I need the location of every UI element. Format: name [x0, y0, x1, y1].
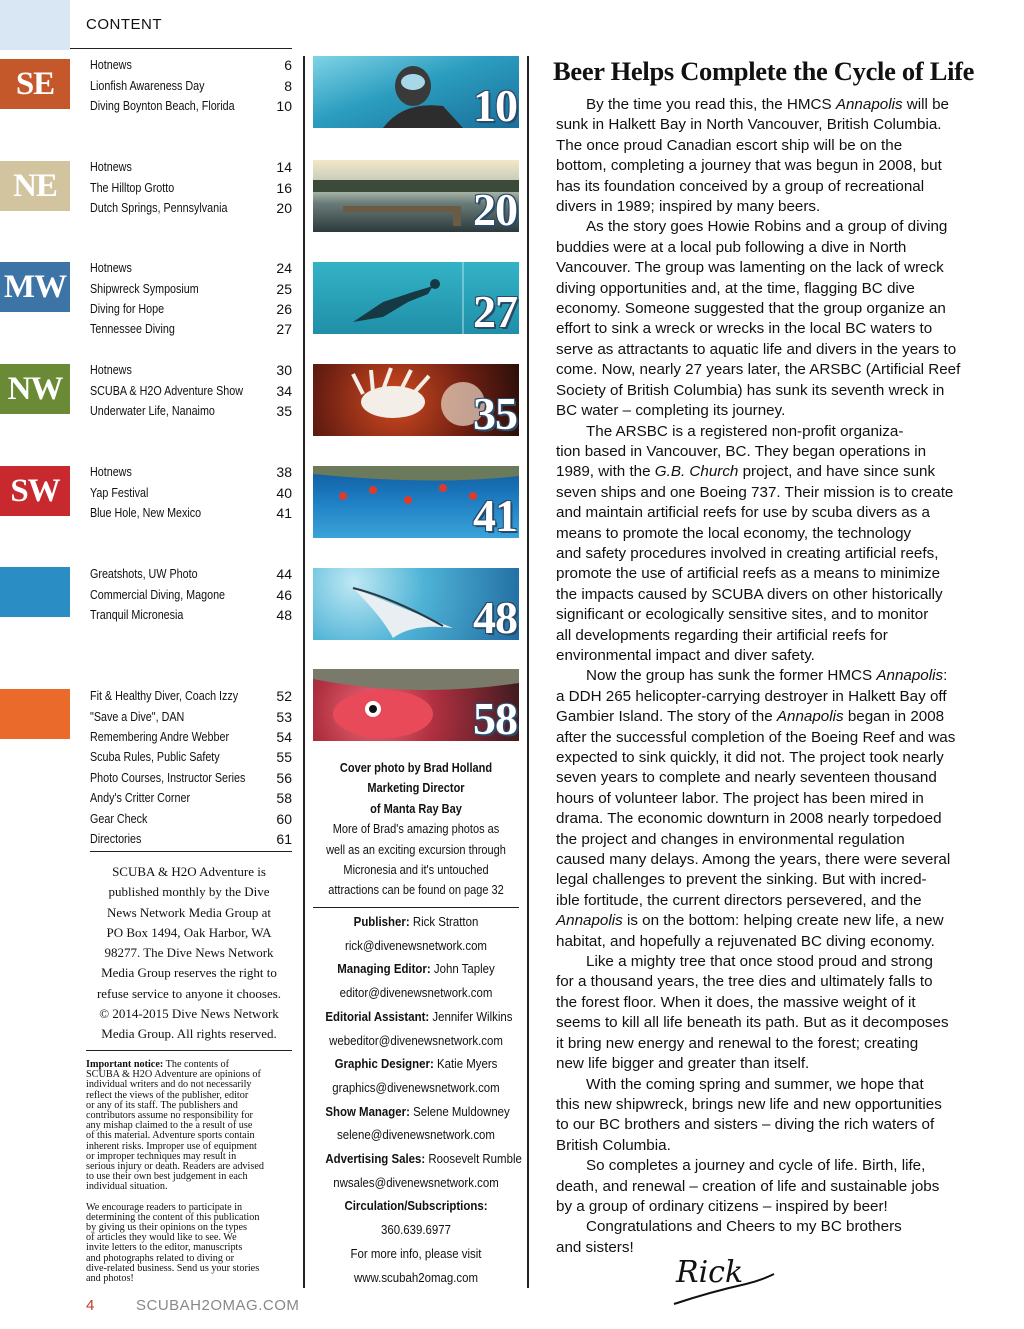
article-line: bottom, completing a journey that was begun in 2008, but: [556, 157, 942, 175]
publisher-info: [86, 862, 292, 1045]
publisher-line: PO Box 1494, Oak Harbor, WA: [106, 924, 272, 940]
article-line: BC water – completing its journey.: [556, 402, 786, 420]
article-line: economy. Someone suggested that the group organize an: [556, 300, 946, 318]
toc-title: Andy's Critter Corner: [90, 791, 191, 806]
notice-line: by giving us their opinions on the types: [86, 1222, 248, 1234]
toc-group-ne: [90, 157, 292, 218]
region-nw-label: NW: [7, 370, 63, 407]
staff-editorial-assistant: [325, 1005, 513, 1029]
thumbnail-manta-48[interactable]: [313, 568, 519, 640]
toc-page: 35: [276, 402, 292, 419]
notice-paragraph-1: [86, 1060, 292, 1193]
staff-role: Advertising Sales:: [325, 1151, 426, 1167]
notice-paragraph-2: [86, 1203, 292, 1285]
article-line: after the successful completion of the Boeing Reef and was: [556, 728, 956, 746]
notice-line: serious injury or death. Readers are advised: [86, 1161, 264, 1173]
toc-row[interactable]: [90, 198, 292, 218]
site-name[interactable]: SCUBAH2OMAG.COM: [136, 1297, 300, 1314]
article-line: and maintain artificial reefs for use by scuba divers as a: [556, 504, 930, 522]
publisher-line: Media Group reserves the right to: [101, 965, 277, 981]
region-mw-label: MW: [3, 268, 67, 305]
page-number-label: 58: [473, 693, 517, 741]
toc-page: 40: [276, 484, 292, 501]
staff-name: Roosevelt Rumble: [428, 1151, 522, 1167]
toc-title: Underwater Life, Nanaimo: [90, 403, 215, 418]
publisher-line: 98277. The Dive News Network: [104, 945, 274, 961]
toc-row[interactable]: [90, 768, 292, 788]
toc-title: Diving for Hope: [90, 301, 165, 316]
page-number-label: 41: [473, 490, 517, 538]
toc-row[interactable]: [90, 360, 292, 380]
article-line: Congratulations and Cheers to my BC brothers: [586, 1218, 902, 1236]
staff-email[interactable]: graphics@divenewsnetwork.com: [332, 1079, 500, 1095]
article-paragraph: [556, 1156, 976, 1217]
toc-title: Hotnews: [90, 465, 132, 480]
page-number-label: 20: [473, 184, 517, 232]
article-line: this new shipwreck, brings new life and new opportunities: [556, 1095, 942, 1113]
staff-website-link[interactable]: www.scubah2omag.com: [354, 1269, 478, 1285]
content-heading: CONTENT: [86, 16, 162, 33]
credit-line: attractions can be found on page 32: [328, 883, 504, 898]
article-line: the project and changes in environmental regulation: [556, 830, 905, 848]
article-line: seems to kill all life beneath its path. But as it decomposes: [556, 1014, 949, 1032]
credit-line: of Manta Ray Bay: [370, 801, 462, 816]
region-se-label: SE: [15, 65, 55, 102]
toc-page: 61: [276, 830, 292, 847]
article-line: As the story goes Howie Robins and a group of diving: [586, 218, 948, 236]
article-line: new life bigger and greater than itself.: [556, 1055, 810, 1073]
toc-title: Blue Hole, New Mexico: [90, 505, 202, 520]
article-line: and safety procedures involved in creating artificial reefs,: [556, 544, 939, 562]
article-line: to our BC brothers and sisters – diving the rich waters of: [556, 1116, 935, 1134]
toc-page: 10: [276, 97, 292, 114]
article-body: [556, 95, 976, 1258]
toc-row[interactable]: [90, 605, 292, 625]
article-line: environmental impact and diver safety.: [556, 646, 815, 664]
article-line: by a group of ordinary citizens – inspired by beer!: [556, 1197, 888, 1215]
staff-managing-editor: [325, 957, 506, 981]
article-line: By the time you read this, the HMCS Annapolis will be: [586, 96, 950, 113]
publisher-line: SCUBA & H2O Adventure is: [112, 864, 266, 879]
column-rule-left: [303, 56, 305, 1288]
article-line: significant or ecologically sensitive sites, and to monitor: [556, 606, 929, 624]
publisher-line: Media Group. All rights reserved.: [101, 1026, 277, 1042]
thumbnail-blue-hole-41[interactable]: [313, 466, 519, 538]
toc-page: 34: [276, 382, 292, 399]
article-line: ible fortitude, the current directors persevered, and the: [556, 891, 922, 909]
staff-role: Show Manager:: [325, 1103, 410, 1119]
toc-page: 41: [276, 504, 292, 521]
staff-role: Circulation/Subscriptions:: [344, 1198, 488, 1214]
toc-title: Photo Courses, Instructor Series: [90, 770, 246, 785]
toc-title: Commercial Diving, Magone: [90, 587, 226, 602]
notice-line: or improper techniques may result in: [86, 1150, 237, 1162]
notice-line: individual writers and do not necessarily: [86, 1079, 252, 1091]
staff-email[interactable]: nwsales@divenewsnetwork.com: [333, 1174, 499, 1190]
publisher-line: published monthly by the Dive: [108, 884, 270, 900]
toc-group-nw: [90, 360, 292, 421]
toc-title: Hotnews: [90, 58, 132, 73]
toc-page: 46: [276, 586, 292, 603]
region-mw-block: [0, 262, 70, 312]
thumbnail-nudibranch-35[interactable]: [313, 364, 519, 436]
toc-title: SCUBA & H2O Adventure Show: [90, 383, 243, 398]
notice-line: We encourage readers to participate in: [86, 1201, 243, 1213]
toc-page: 27: [276, 321, 292, 338]
toc-page: 48: [276, 606, 292, 623]
toc-title: Lionfish Awareness Day: [90, 78, 205, 93]
toc-page: 25: [276, 280, 292, 297]
toc-row[interactable]: [90, 319, 292, 339]
toc-row[interactable]: [90, 157, 292, 177]
article-line: come. Now, nearly 27 years later, the ARSBC (Artificial Reef: [556, 361, 961, 379]
toc-page: 38: [276, 464, 292, 481]
article-line: sunk in Halkett Bay in North Vancouver, British Columbia.: [556, 116, 942, 134]
notice-line: or any of its staff. The publishers and: [86, 1099, 238, 1111]
toc-row[interactable]: [90, 278, 292, 298]
article-line: it bring new energy and renewal to the forest; creating: [556, 1034, 919, 1052]
article-line: for a thousand years, the tree dies and ultimately falls to: [556, 973, 933, 991]
article-line: buddies were at a local pub following a dive in North: [556, 238, 907, 256]
toc-title: Directories: [90, 831, 142, 846]
article-paragraph: [556, 422, 976, 667]
toc-row[interactable]: [90, 829, 292, 849]
thumbnail-diver-27[interactable]: [313, 262, 519, 334]
article-line: effort to sink a wreck or wrecks in the local BC waters to: [556, 320, 933, 338]
staff-email[interactable]: rick@divenewsnetwork.com: [345, 937, 487, 953]
toc-title: Scuba Rules, Public Safety: [90, 750, 220, 765]
staff-role: Publisher:: [353, 914, 410, 929]
toc-page: 54: [276, 728, 292, 745]
toc-page: 52: [276, 688, 292, 705]
credit-line: well as an exciting excursion through: [326, 842, 506, 857]
credit-line: Micronesia and it's untouched: [343, 863, 489, 878]
staff-circulation: [325, 1194, 506, 1218]
toc-row[interactable]: [90, 747, 292, 767]
region-orange-block: [0, 689, 70, 739]
article-line: all developments regarding their artificial reefs for: [556, 626, 888, 644]
signature-art: [670, 1250, 780, 1310]
article-paragraph: [556, 1075, 976, 1157]
publisher-line: © 2014-2015 Dive News Network: [99, 1006, 279, 1022]
article-line: With the coming spring and summer, we hope that: [586, 1075, 924, 1093]
region-sw-label: SW: [10, 472, 60, 509]
toc-page: 60: [276, 810, 292, 827]
notice-line: invite letters to the editor, manuscripts: [86, 1242, 243, 1254]
toc-row[interactable]: [90, 788, 292, 808]
publisher-line: refuse service to anyone it chooses.: [96, 985, 282, 1001]
staff-info-line: For more info, please visit: [350, 1245, 482, 1261]
top-color-block: [0, 0, 70, 50]
article-line: expected to sink quickly, it did not. The project took nearly: [556, 749, 944, 766]
article-paragraph: [556, 217, 976, 421]
article-line: caused many delays. Among the years, there were several: [556, 851, 951, 869]
toc-page: 44: [276, 566, 292, 583]
article-line: the impacts caused by SCUBA divers on other historically: [556, 585, 943, 603]
toc-page: 8: [284, 77, 292, 94]
toc-row[interactable]: [90, 686, 292, 706]
toc-row[interactable]: [90, 584, 292, 604]
article-paragraph: [556, 666, 976, 952]
notice-line: contributors assume no responsibility for: [86, 1110, 253, 1122]
notice-line: inherent risks. Improper use of equipment: [86, 1140, 257, 1152]
signature-text: Rick: [676, 1255, 744, 1290]
page-number-label: 35: [473, 388, 517, 436]
staff-show-manager: [325, 1100, 510, 1124]
toc-row[interactable]: [90, 727, 292, 747]
article-line: Annapolis is on the bottom: helping create new life, a new: [556, 912, 944, 930]
staff-name: Selene Muldowney: [413, 1103, 510, 1119]
toc-title: Hotnews: [90, 363, 132, 378]
cover-credit: [313, 758, 519, 901]
article-line: legal challenges to prevent the sinking. But with incred-: [556, 871, 927, 889]
staff-name: Jennifer Wilkins: [432, 1008, 513, 1024]
article-paragraph: [556, 952, 976, 1074]
notice-line: determining the content of this publication: [86, 1211, 260, 1223]
toc-title: Yap Festival: [90, 485, 149, 500]
toc-page: 53: [276, 708, 292, 725]
article-paragraph: [556, 95, 976, 217]
toc-page: 16: [276, 179, 292, 196]
notice-line: individual situation.: [86, 1181, 168, 1193]
staff-role: Graphic Designer:: [334, 1056, 434, 1072]
region-sw-block: [0, 466, 70, 516]
signature: [670, 1250, 780, 1315]
toc-page: 6: [284, 57, 292, 74]
toc-title: Tennessee Diving: [90, 322, 175, 337]
credit-line: Cover photo by Brad Holland: [339, 761, 493, 775]
toc-row[interactable]: [90, 706, 292, 726]
credit-rule: [313, 907, 519, 908]
toc-title: Greatshots, UW Photo: [90, 567, 198, 582]
notice-line: reflect the views of the publisher, editor: [86, 1089, 249, 1101]
article-line: seven years to complete and nearly seventeen thousand: [556, 769, 937, 787]
staff-name: Rick Stratton: [412, 914, 479, 929]
toc-row[interactable]: [90, 96, 292, 116]
article-line: 1989, with the G.B. Church project, and have since sunk: [556, 463, 936, 481]
thumbnail-fish-58[interactable]: [313, 669, 519, 741]
top-rule: [70, 48, 292, 49]
toc-title: Gear Check: [90, 811, 148, 826]
toc-row[interactable]: [90, 503, 292, 523]
staff-role: Managing Editor:: [337, 961, 431, 977]
publisher-bottom-rule: [86, 1050, 292, 1051]
toc-title: Hotnews: [90, 160, 132, 175]
staff-name: John Tapley: [433, 961, 495, 977]
notice-line: to use their own best judgement in each: [86, 1171, 248, 1183]
notice-line: of articles they would like to see. We: [86, 1232, 237, 1244]
important-notice: [86, 1060, 292, 1294]
column-rule-right: [527, 56, 529, 1288]
toc-title: Remembering Andre Webber: [90, 729, 230, 744]
article-line: The ARSBC is a registered non-profit organiza-: [586, 422, 904, 440]
staff-email[interactable]: selene@divenewsnetwork.com: [337, 1127, 495, 1143]
toc-title: "Save a Dive", DAN: [90, 709, 185, 724]
toc-page: 26: [276, 300, 292, 317]
staff-graphic-designer: [325, 1052, 506, 1076]
staff-masthead: [313, 910, 522, 1289]
article-line: habitat, and hopefully a rejuvenated BC diving economy.: [556, 932, 935, 950]
article-line: means to promote the local economy, the technology: [556, 524, 912, 542]
toc-page: 24: [276, 260, 292, 277]
article-line: The once proud Canadian escort ship will be on the: [556, 136, 903, 154]
article-line: Now the group has sunk the former HMCS Annapolis:: [586, 667, 948, 685]
toc-title: Diving Boynton Beach, Florida: [90, 98, 235, 113]
toc-group-photo: [90, 564, 292, 625]
toc-title: Tranquil Micronesia: [90, 607, 184, 622]
notice-line: and photos!: [86, 1273, 134, 1285]
notice-line: The contents of: [165, 1059, 229, 1070]
toc-group-se: [90, 55, 292, 116]
notice-line: dive-related business. Send us your stories: [86, 1262, 260, 1274]
toc-title: Shipwreck Symposium: [90, 281, 199, 296]
article-line: Society of British Columbia) has sunk its seventh wreck in: [556, 381, 945, 399]
article-line: seven ships and one Boeing 737. Their mission is to create: [556, 483, 954, 501]
staff-name: Katie Myers: [436, 1056, 498, 1072]
toc-row[interactable]: [90, 401, 292, 421]
article-line: tion based in Vancouver, BC. They began operations in: [556, 442, 927, 460]
article-line: drama. The economic downturn in 2008 nearly torpedoed: [556, 810, 942, 828]
region-blue-block: [0, 567, 70, 617]
page-number-label: 10: [473, 80, 517, 128]
toc-page: 14: [276, 159, 292, 176]
article-line: So completes a journey and cycle of life. Birth, life,: [586, 1157, 926, 1175]
credit-line: More of Brad's amazing photos as: [332, 822, 500, 837]
region-se-block: [0, 59, 70, 109]
toc-row[interactable]: [90, 177, 292, 197]
toc-row[interactable]: [90, 55, 292, 75]
article-headline: Beer Helps Complete the Cycle of Life: [553, 56, 975, 86]
region-ne-block: [0, 161, 70, 211]
staff-role: Editorial Assistant:: [325, 1008, 430, 1024]
article-line: Like a mighty tree that once stood proud and strong: [586, 953, 933, 971]
page-number-label: 27: [473, 286, 517, 334]
toc-row[interactable]: [90, 380, 292, 400]
notice-line: of this material. Adventure sports contain: [86, 1130, 255, 1142]
toc-row[interactable]: [90, 75, 292, 95]
notice-line: and photographs related to diving or: [86, 1252, 234, 1264]
toc-page: 30: [276, 362, 292, 379]
article-line: British Columbia.: [556, 1136, 671, 1154]
toc-page: 20: [276, 199, 292, 216]
toc-row[interactable]: [90, 462, 292, 482]
article-line: hours of volunteer labor. The project has been mired in: [556, 789, 924, 807]
toc-title: The Hilltop Grotto: [90, 180, 175, 195]
credit-line: Marketing Director: [367, 781, 465, 796]
staff-publisher: [325, 910, 506, 934]
article-line: diving opportunities and, at the time, flagging BC dive: [556, 279, 915, 297]
toc-row[interactable]: [90, 482, 292, 502]
toc-group-departments: [90, 686, 292, 849]
article-line: and sisters!: [556, 1238, 634, 1256]
toc-row[interactable]: [90, 564, 292, 584]
page-number: 4: [86, 1297, 95, 1314]
toc-title: Fit & Healthy Diver, Coach Izzy: [90, 689, 239, 704]
toc-title: Hotnews: [90, 261, 132, 276]
article-line: has its foundation conceived by a group of recreational: [556, 177, 925, 195]
toc-row[interactable]: [90, 299, 292, 319]
article-line: promote the use of artificial reefs as a means to minimize: [556, 565, 941, 583]
toc-row[interactable]: [90, 258, 292, 278]
toc-row[interactable]: [90, 808, 292, 828]
thumbnail-lake-20[interactable]: [313, 160, 519, 232]
notice-label: Important notice:: [86, 1059, 164, 1070]
page-number-label: 48: [473, 592, 517, 640]
toc-page: 58: [276, 790, 292, 807]
staff-phone: 360.639.6977: [381, 1222, 451, 1238]
thumbnail-diver-10[interactable]: [313, 56, 519, 128]
notice-line: SCUBA & H2O Adventure are opinions of: [86, 1069, 261, 1081]
article-line: Gambier Island. The story of the Annapolis began in 2008: [556, 708, 945, 726]
toc-group-mw: [90, 258, 292, 340]
toc-title: Dutch Springs, Pennsylvania: [90, 200, 228, 215]
article-line: a DDH 265 helicopter-carrying destroyer in Halkett Bay off: [556, 687, 947, 705]
toc-page: 55: [276, 749, 292, 766]
article-line: the forest floor. When it does, the massive weight of it: [556, 993, 916, 1011]
staff-advertising-sales: [325, 1147, 522, 1171]
toc-group-sw: [90, 462, 292, 523]
region-ne-label: NE: [13, 167, 57, 204]
staff-email[interactable]: editor@divenewsnetwork.com: [339, 985, 493, 1001]
notice-line: any mishap claimed to the a result of use: [86, 1120, 253, 1132]
article-line: divers in 1989; inspired by many beers.: [556, 198, 821, 216]
publisher-line: News Network Media Group at: [107, 904, 271, 920]
toc-bottom-rule: [90, 851, 292, 852]
article-line: death, and renewal – creation of life and sustainable jobs: [556, 1177, 940, 1195]
article-line: Vancouver. The group was lamenting on the lack of wreck: [556, 259, 944, 277]
article-line: serve as attractants to aquatic life and divers in the years to: [556, 340, 957, 358]
region-nw-block: [0, 364, 70, 414]
staff-email[interactable]: webeditor@divenewsnetwork.com: [329, 1032, 503, 1048]
toc-page: 56: [276, 769, 292, 786]
